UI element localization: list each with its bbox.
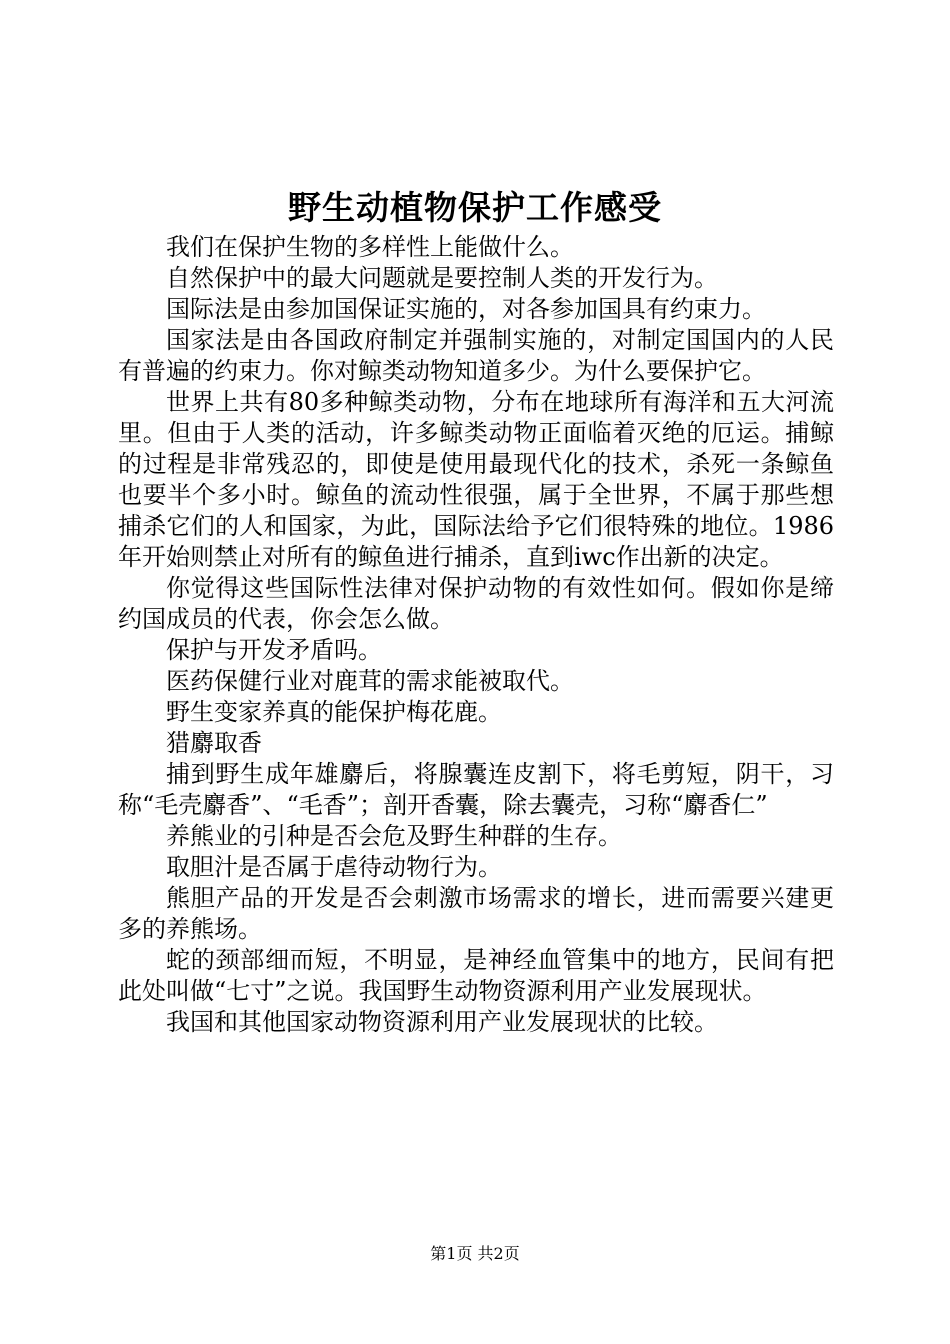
- paragraph: 取胆汁是否属于虐待动物行为。: [166, 853, 502, 881]
- paragraph: 野生变家养真的能保护梅花鹿。: [166, 698, 502, 726]
- paragraph: 国际法是由参加国保证实施的，对各参加国具有约束力。: [166, 295, 766, 323]
- paragraph: 自然保护中的最大问题就是要控制人类的开发行为。: [166, 264, 718, 292]
- paragraph: 医药保健行业对鹿茸的需求能被取代。: [166, 667, 574, 695]
- page-number-footer: 第1页 共2页: [430, 1244, 520, 1263]
- paragraph: 捕到野生成年雄麝后，将腺囊连皮割下，将毛剪短，阴干，习称“毛壳麝香”、“毛香”；剖开香囊，除去囊壳，习称“麝香仁”: [118, 760, 834, 819]
- paragraph: 世界上共有80多种鲸类动物，分布在地球所有海洋和五大河流里。但由于人类的活动，许多鲸类动物正面临着灭绝的厄运。捕鲸的过程是非常残忍的，即使是使用最现代化的技术，杀死一条鲸鱼也要半个多小时。鲸鱼的流动性很强，属于全世界，不属于那些想捕杀它们的人和国家，为此，国际法给予它们很特殊的地位。1986年开始则禁止对所有的鲸鱼进行捕杀，直到iwc作出新的决定。: [118, 388, 834, 571]
- document-body: [118, 232, 834, 1038]
- paragraph: 国家法是由各国政府制定并强制实施的，对制定国国内的人民有普遍的约束力。你对鲸类动物知道多少。为什么要保护它。: [118, 326, 834, 385]
- paragraph: 养熊业的引种是否会危及野生种群的生存。: [166, 822, 622, 850]
- paragraph: 熊胆产品的开发是否会刺激市场需求的增长，进而需要兴建更多的养熊场。: [118, 884, 834, 943]
- paragraph: 我国和其他国家动物资源利用产业发展现状的比较。: [166, 1008, 718, 1036]
- paragraph: 你觉得这些国际性法律对保护动物的有效性如何。假如你是缔约国成员的代表，你会怎么做。: [118, 574, 834, 633]
- paragraph: 我们在保护生物的多样性上能做什么。: [166, 233, 574, 261]
- paragraph: 蛇的颈部细而短，不明显，是神经血管集中的地方，民间有把此处叫做“七寸”之说。我国野生动物资源利用产业发展现状。: [118, 946, 834, 1005]
- paragraph: 猎麝取香: [166, 729, 262, 757]
- paragraph: 保护与开发矛盾吗。: [166, 636, 382, 664]
- document-title: 野生动植物保护工作感受: [288, 188, 662, 227]
